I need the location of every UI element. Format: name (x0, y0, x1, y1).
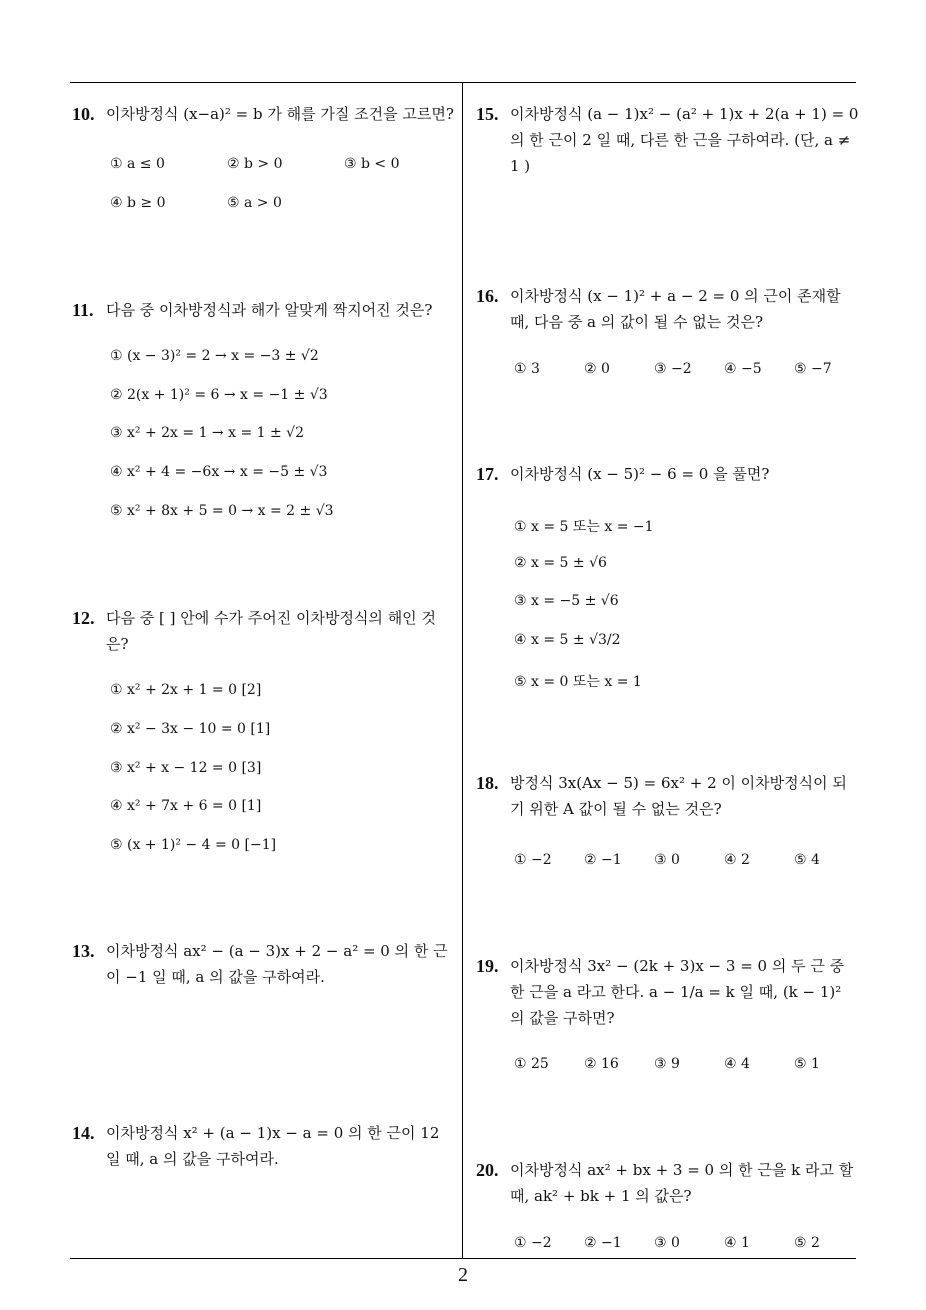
option-2[interactable]: ② x = 5 ± √6 (514, 555, 607, 571)
question-text: 이차방정식 ax² − (a − 3)x + 2 − a² = 0 의 한 근이 −1 일 때, a 의 값을 구하여라. (106, 942, 448, 986)
question-number: 18. (476, 773, 499, 793)
option-4[interactable]: ④ 1 (724, 1235, 750, 1251)
question-text: 다음 중 [ ] 안에 수가 주어진 이차방정식의 해인 것은? (106, 609, 436, 653)
question-number: 10. (72, 104, 95, 124)
question-16 (476, 283, 860, 335)
question-number: 20. (476, 1160, 499, 1180)
right-column (476, 0, 860, 1258)
option-2[interactable]: ② x² − 3x − 10 = 0 [1] (110, 721, 271, 737)
question-14 (72, 1120, 457, 1172)
option-2[interactable]: ② −1 (584, 852, 622, 868)
option-3[interactable]: ③ x² + x − 12 = 0 [3] (110, 760, 262, 776)
question-number: 19. (476, 956, 499, 976)
option-2[interactable]: ② −1 (584, 1235, 622, 1251)
option-4[interactable]: ④ x² + 7x + 6 = 0 [1] (110, 798, 262, 814)
option-3[interactable]: ③ b < 0 (344, 156, 400, 172)
question-number: 12. (72, 608, 95, 628)
question-number: 13. (72, 941, 95, 961)
question-number: 14. (72, 1123, 95, 1143)
option-3[interactable]: ③ 0 (654, 1235, 680, 1251)
question-12 (72, 605, 457, 657)
bottom-rule (70, 1258, 856, 1259)
option-1[interactable]: ① −2 (514, 1235, 552, 1251)
option-5[interactable]: ⑤ a > 0 (227, 195, 282, 211)
option-5[interactable]: ⑤ x = 0 또는 x = 1 (514, 674, 642, 690)
question-number: 15. (476, 104, 499, 124)
option-1[interactable]: ① (x − 3)² = 2 → x = −3 ± √2 (110, 348, 319, 364)
option-2[interactable]: ② 0 (584, 361, 610, 377)
question-text: 방정식 3x(Ax − 5) = 6x² + 2 이 이차방정식이 되기 위한 A 값이 될 수 없는 것은? (510, 774, 847, 818)
question-number: 17. (476, 464, 499, 484)
question-number: 16. (476, 286, 499, 306)
option-1[interactable]: ① a ≤ 0 (110, 156, 165, 172)
page-number: 2 (458, 1264, 468, 1286)
option-1[interactable]: ① 3 (514, 361, 540, 377)
left-column (72, 0, 457, 1258)
option-4[interactable]: ④ b ≥ 0 (110, 195, 166, 211)
question-20 (476, 1157, 860, 1209)
question-text: 이차방정식 3x² − (2k + 3)x − 3 = 0 의 두 근 중 한 근을 a 라고 한다. a − 1/a = k 일 때, (k − 1)² 의 값을 구하면? (510, 957, 845, 1027)
question-text: 이차방정식 (a − 1)x² − (a² + 1)x + 2(a + 1) = 0 의 한 근이 2 일 때, 다른 한 근을 구하여라. (단, a ≠ 1 ) (510, 105, 859, 175)
option-4[interactable]: ④ −5 (724, 361, 762, 377)
option-4[interactable]: ④ x = 5 ± √3/2 (514, 632, 621, 648)
question-text: 이차방정식 (x − 5)² − 6 = 0 을 풀면? (510, 465, 770, 483)
column-divider (462, 82, 463, 1259)
question-18 (476, 770, 860, 822)
option-4[interactable]: ④ 4 (724, 1056, 750, 1072)
option-5[interactable]: ⑤ −7 (794, 361, 832, 377)
option-3[interactable]: ③ x = −5 ± √6 (514, 593, 619, 609)
question-text: 이차방정식 (x−a)² = b 가 해를 가질 조건을 고르면? (106, 105, 454, 123)
option-2[interactable]: ② b > 0 (227, 156, 283, 172)
question-19 (476, 953, 860, 1031)
option-1[interactable]: ① x² + 2x + 1 = 0 [2] (110, 682, 262, 698)
option-3[interactable]: ③ 9 (654, 1056, 680, 1072)
option-5[interactable]: ⑤ 2 (794, 1235, 820, 1251)
question-17 (476, 461, 860, 487)
option-2[interactable]: ② 2(x + 1)² = 6 → x = −1 ± √3 (110, 387, 328, 403)
option-1[interactable]: ① 25 (514, 1056, 549, 1072)
option-5[interactable]: ⑤ (x + 1)² − 4 = 0 [−1] (110, 837, 277, 853)
option-3[interactable]: ③ −2 (654, 361, 692, 377)
question-text: 다음 중 이차방정식과 해가 알맞게 짝지어진 것은? (106, 301, 433, 319)
option-4[interactable]: ④ x² + 4 = −6x → x = −5 ± √3 (110, 464, 328, 480)
option-4[interactable]: ④ 2 (724, 852, 750, 868)
option-5[interactable]: ⑤ x² + 8x + 5 = 0 → x = 2 ± √3 (110, 503, 334, 519)
option-5[interactable]: ⑤ 1 (794, 1056, 820, 1072)
option-3[interactable]: ③ 0 (654, 852, 680, 868)
option-5[interactable]: ⑤ 4 (794, 852, 820, 868)
option-2[interactable]: ② 16 (584, 1056, 619, 1072)
question-text: 이차방정식 ax² + bx + 3 = 0 의 한 근을 k 라고 할 때, ak² + bk + 1 의 값은? (510, 1161, 854, 1205)
option-1[interactable]: ① x = 5 또는 x = −1 (514, 519, 654, 535)
option-3[interactable]: ③ x² + 2x = 1 → x = 1 ± √2 (110, 425, 305, 441)
question-15 (476, 101, 860, 179)
question-text: 이차방정식 x² + (a − 1)x − a = 0 의 한 근이 12 일 때, a 의 값을 구하여라. (106, 1124, 440, 1168)
question-11 (72, 297, 457, 323)
question-13 (72, 938, 457, 990)
question-number: 11. (72, 300, 94, 320)
question-10 (72, 101, 457, 127)
question-text: 이차방정식 (x − 1)² + a − 2 = 0 의 근이 존재할 때, 다음 중 a 의 값이 될 수 없는 것은? (510, 287, 841, 331)
option-1[interactable]: ① −2 (514, 852, 552, 868)
